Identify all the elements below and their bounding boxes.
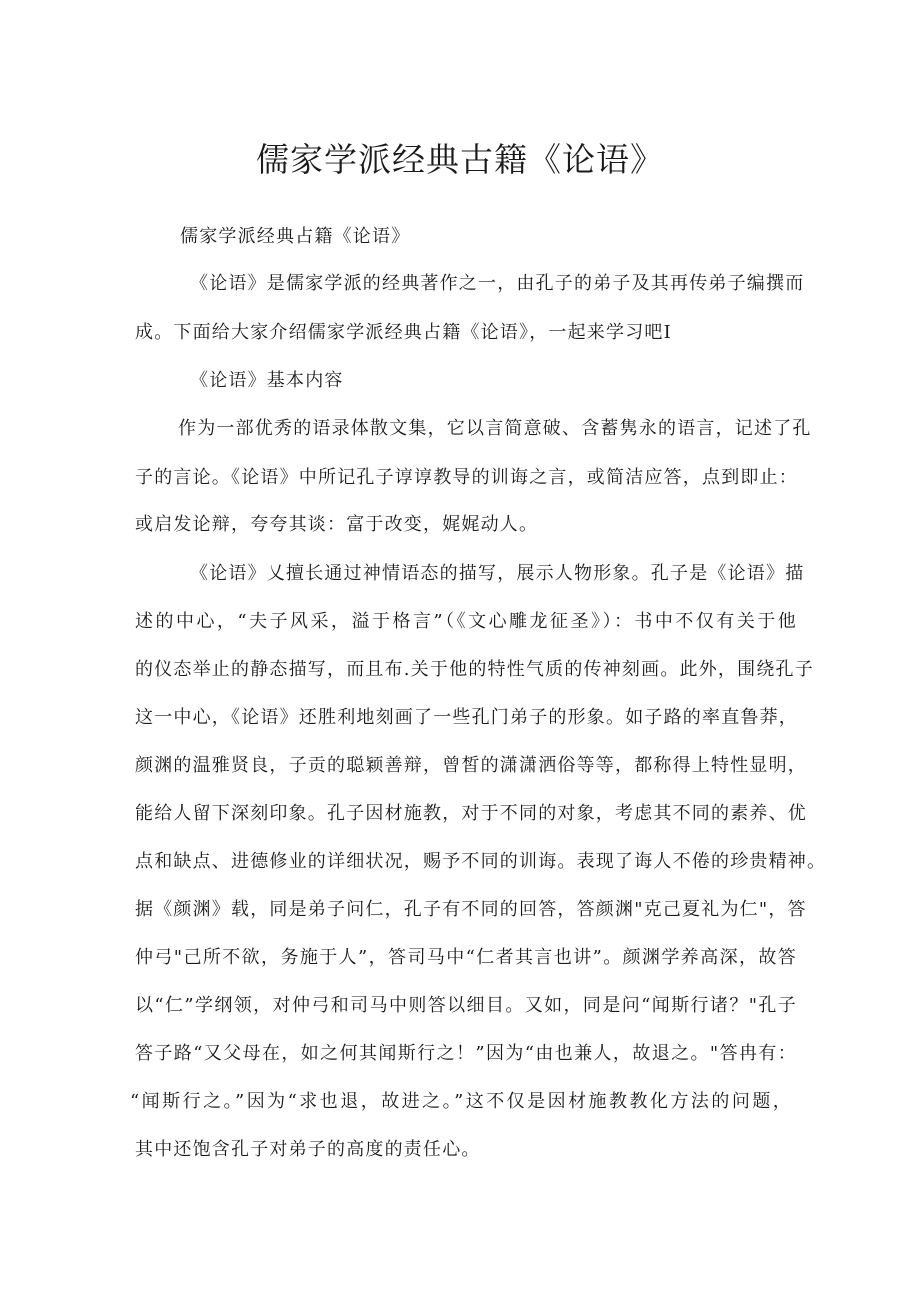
paragraph-line: 成。下面给大家介绍儒家学派经典占籍《论语》，一起来学习吧I [135, 322, 672, 343]
paragraph-line: 《论语》是儒家学派的经典著作之一，由孔子的弟子及其再传弟子编撰而 [190, 273, 805, 294]
paragraph-line: 的仪态举止的静态描写，而且布.关于他的特性气质的传神刻画。此外，围绕孔子 [135, 659, 814, 680]
paragraph-line: 据《颜渊》载，同是弟子问仁，孔子有不同的回答，答颜渊"克己夏礼为仁"，答 [135, 899, 807, 920]
paragraph-line: 这一中心，《论语》还胜利地刻画了一些孔门弟子的形象。如子路的率直鲁莽， [135, 707, 798, 728]
paragraph-line: 或启发论辩，夸夸其谈：富于改变，娓娓动人。 [135, 514, 539, 535]
paragraph-line: 能给人留下深刻印象。孔子因材施教，对于不同的对象，考虑其不同的素养、优 [135, 803, 807, 824]
document-title: 儒家学派经典古籍《论语》 [256, 140, 664, 179]
document-subtitle: 儒家学派经典占籍《论语》 [180, 226, 411, 247]
paragraph-line: 颜渊的温雅贤良，子贡的聪颖善辩，曾皙的潇潇洒俗等等，都称得上特性显明， [135, 755, 807, 776]
paragraph-line: 述的中心，“夫子风采，溢于格言”（《文心雕龙征圣》）：书中不仅有关于他 [135, 611, 797, 632]
paragraph-line: 其中还饱含孔子对弟子的高度的责任心。 [135, 1139, 481, 1160]
paragraph-line: 子的言论。《论语》中所记孔子谆谆教导的训诲之言，或简洁应答，点到即止： [135, 467, 798, 488]
paragraph-line: “闻斯行之。”因为“求也退，故进之。”这不仅是因材施教教化方法的问题， [130, 1091, 792, 1112]
paragraph-line: 作为一部优秀的语录体散文集，它以言简意破、含蓄隽永的语言，记述了孔 [178, 418, 812, 439]
paragraph-line: 答子路“又父母在，如之何其闻斯行之！”因为“由也兼人，故退之。"答冉有： [135, 1043, 797, 1064]
paragraph-line: 以“仁”学纲领，对仲弓和司马中则答以细目。又如，同是问“闻斯行诸？"孔子 [135, 995, 797, 1016]
section-heading: 《论语》基本内容 [190, 370, 344, 391]
paragraph-line: 《论语》乂擅长通过神情语态的描写，展示人物形象。孔子是《论语》描 [190, 563, 805, 584]
paragraph-line: 仲弓"己所不欲，务施于人”，答司马中“仁者其言也讲”。颜渊学养高深，故答 [135, 947, 797, 968]
paragraph-line: 点和缺点、进德修业的详细状况，赐予不同的训诲。表现了诲人不倦的珍贵精神。 [135, 851, 827, 872]
